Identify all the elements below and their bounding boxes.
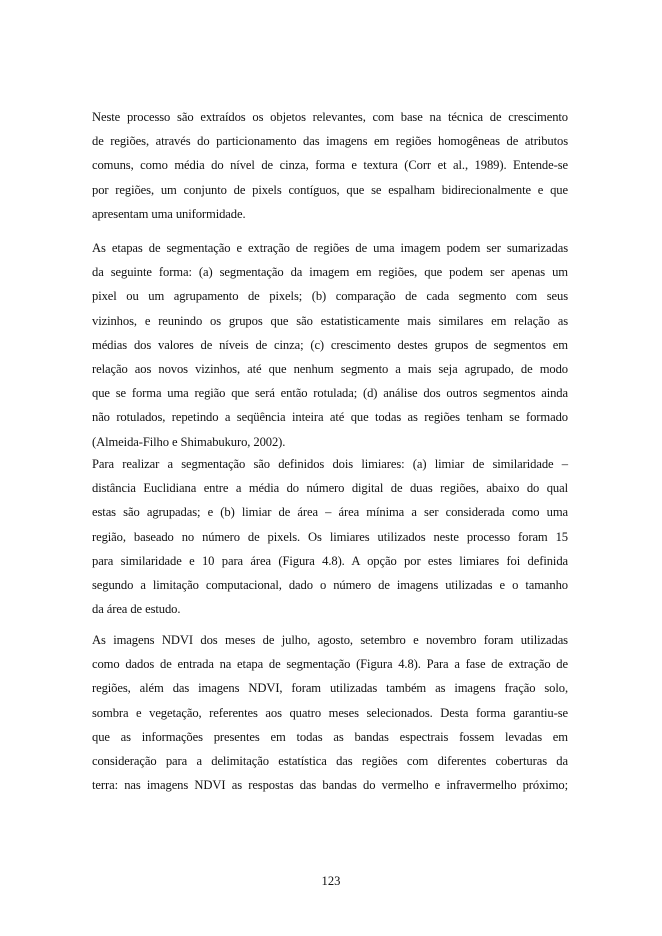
text-line: sombra e vegetação, referentes aos quatro meses selecionados. Desta forma garantiu-se xyxy=(92,705,568,720)
text-line: da área de estudo. xyxy=(92,602,181,617)
text-line: relação aos novos vizinhos, até que nenhum segmento a mais seja agrupado, de modo xyxy=(92,361,568,376)
text-line: que se forma uma região que será então rotulada; (d) análise dos outros segmentos ainda xyxy=(92,386,568,401)
text-line: terra: nas imagens NDVI as respostas das bandas do vermelho e infravermelho próximo; xyxy=(92,778,568,793)
text-line: distância Euclidiana entre a média do número digital de duas regiões, abaixo do qual xyxy=(92,481,568,496)
text-line: pixel ou um agrupamento de pixels; (b) comparação de cada segmento com seus xyxy=(92,289,568,304)
text-line: para similaridade e 10 para área (Figura 4.8). A opção por estes limiares foi definida xyxy=(92,553,568,568)
text-line: apresentam uma uniformidade. xyxy=(92,206,246,221)
text-line: comuns, como média do nível de cinza, forma e textura (Corr et al., 1989). Entende-se xyxy=(92,158,568,173)
text-line: da seguinte forma: (a) segmentação da imagem em regiões, que podem ser apenas um xyxy=(92,265,568,280)
text-line: médias dos valores de níveis de cinza; (c) crescimento destes grupos de segmentos em xyxy=(92,337,568,352)
paragraph-ndvi-images xyxy=(92,628,568,797)
text-line: Para realizar a segmentação são definidos dois limiares: (a) limiar de similaridade – xyxy=(92,457,568,471)
paragraph-region-growing xyxy=(92,105,568,226)
text-line: regiões, além das imagens NDVI, foram utilizadas também as imagens fração solo, xyxy=(92,681,568,696)
text-line: vizinhos, e reunindo os grupos que são estatisticamente mais similares em relação as xyxy=(92,313,568,328)
paragraph-segmentation-steps xyxy=(92,236,568,454)
page-number: 123 xyxy=(321,874,341,888)
text-line: As etapas de segmentação e extração de regiões de uma imagem podem ser sumarizadas xyxy=(92,241,568,255)
text-line: As imagens NDVI dos meses de julho, agosto, setembro e novembro foram utilizadas xyxy=(92,633,568,647)
text-line: que as informações presentes em todas as bandas espectrais fossem levadas em xyxy=(92,729,568,744)
paragraph-thresholds xyxy=(92,452,568,621)
text-line: Neste processo são extraídos os objetos relevantes, com base na técnica de crescimento xyxy=(92,110,568,124)
text-line: por regiões, um conjunto de pixels contíguos, que se espalham bidirecionalmente e que xyxy=(92,182,568,197)
text-line: estas são agrupadas; e (b) limiar de área – área mínima a ser considerada como uma xyxy=(92,505,568,520)
text-line: não rotulados, repetindo a seqüência inteira até que todas as regiões tenham se formado xyxy=(92,410,568,425)
text-line: segundo a limitação computacional, dado o número de imagens utilizadas e o tamanho xyxy=(92,577,568,592)
text-line: consideração para a delimitação estatística das regiões com diferentes coberturas da xyxy=(92,753,568,768)
text-line: (Almeida-Filho e Shimabukuro, 2002). xyxy=(92,434,286,449)
text-line: como dados de entrada na etapa de segmentação (Figura 4.8). Para a fase de extração de xyxy=(92,657,568,672)
text-line: região, baseado no número de pixels. Os limiares utilizados neste processo foram 15 xyxy=(92,529,568,544)
text-line: de regiões, através do particionamento das imagens em regiões homogêneas de atributos xyxy=(92,134,568,149)
